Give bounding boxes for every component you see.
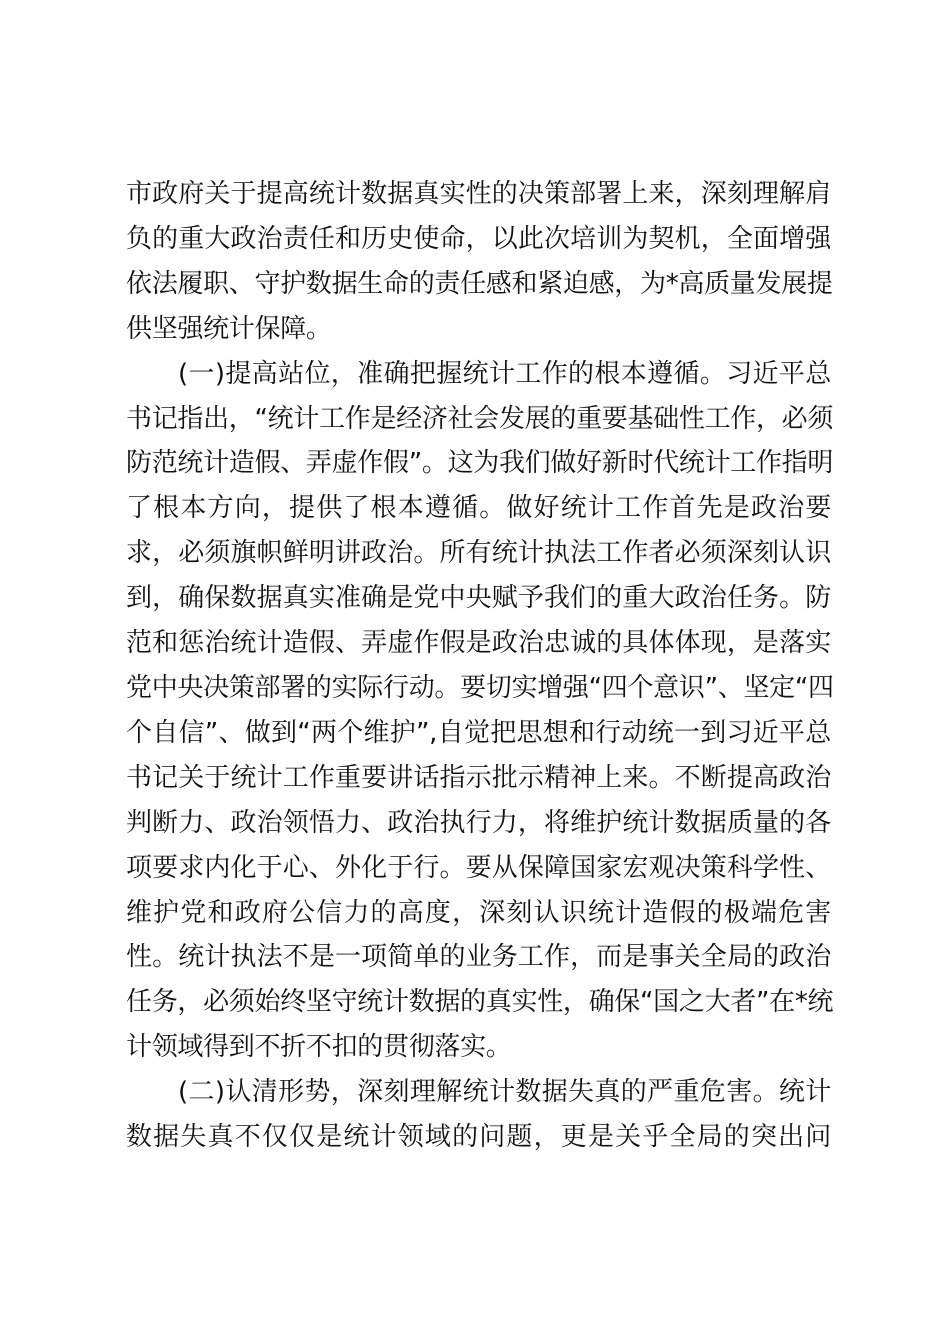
text-line: 书记关于统计工作重要讲话指示批示精神上来。不断提高政治 [126, 762, 831, 793]
text-line: 任务，必须始终坚守统计数据的真实性，确保“国之大者”在*统 [126, 987, 834, 1018]
document-body [126, 172, 834, 1160]
text-line: 负的重大政治责任和历史使命，以此次培训为契机，全面增强 [126, 223, 831, 254]
text-line: 计领域得到不折不扣的贯彻落实。 [126, 1032, 512, 1063]
paragraph-section-one [126, 352, 834, 1071]
text-line: 个自信”、做到“两个维护”,自觉把思想和行动统一到习近平总 [126, 717, 831, 748]
text-line: (二)认清形势，深刻理解统计数据失真的严重危害。统计 [178, 1077, 831, 1108]
text-line: 到，确保数据真实准确是党中央赋予我们的重大政治任务。防 [126, 583, 831, 614]
text-line: 项要求内化于心、外化于行。要从保障国家宏观决策科学性、 [126, 852, 831, 883]
text-line: (一)提高站位，准确把握统计工作的根本遵循。习近平总 [178, 358, 831, 389]
text-line: 了根本方向，提供了根本遵循。做好统计工作首先是政治要 [126, 493, 831, 524]
text-line: 判断力、政治领悟力、政治执行力，将维护统计数据质量的各 [126, 807, 831, 838]
text-line: 防范统计造假、弄虚作假”。这为我们做好新时代统计工作指明 [126, 448, 834, 479]
text-line: 范和惩治统计造假、弄虚作假是政治忠诚的具体体现，是落实 [126, 628, 831, 659]
text-line: 党中央决策部署的实际行动。要切实增强“四个意识”、坚定“四 [126, 672, 834, 703]
text-line: 性。统计执法不是一项简单的业务工作，而是事关全局的政治 [126, 942, 831, 973]
text-line: 依法履职、守护数据生命的责任感和紧迫感，为*高质量发展提 [126, 268, 833, 299]
text-line: 供坚强统计保障。 [126, 313, 332, 344]
paragraph-continuation [126, 172, 831, 352]
paragraph-section-two [126, 1070, 831, 1160]
text-line: 市政府关于提高统计数据真实性的决策部署上来，深刻理解肩 [126, 179, 831, 209]
text-line: 维护党和政府公信力的高度，深刻认识统计造假的极端危害 [126, 897, 831, 928]
text-line: 数据失真不仅仅是统计领域的问题，更是关乎全局的突出问 [126, 1122, 831, 1153]
text-line: 求，必须旗帜鲜明讲政治。所有统计执法工作者必须深刻认识 [126, 538, 831, 569]
text-line: 书记指出，“统计工作是经济社会发展的重要基础性工作，必须 [126, 403, 834, 434]
